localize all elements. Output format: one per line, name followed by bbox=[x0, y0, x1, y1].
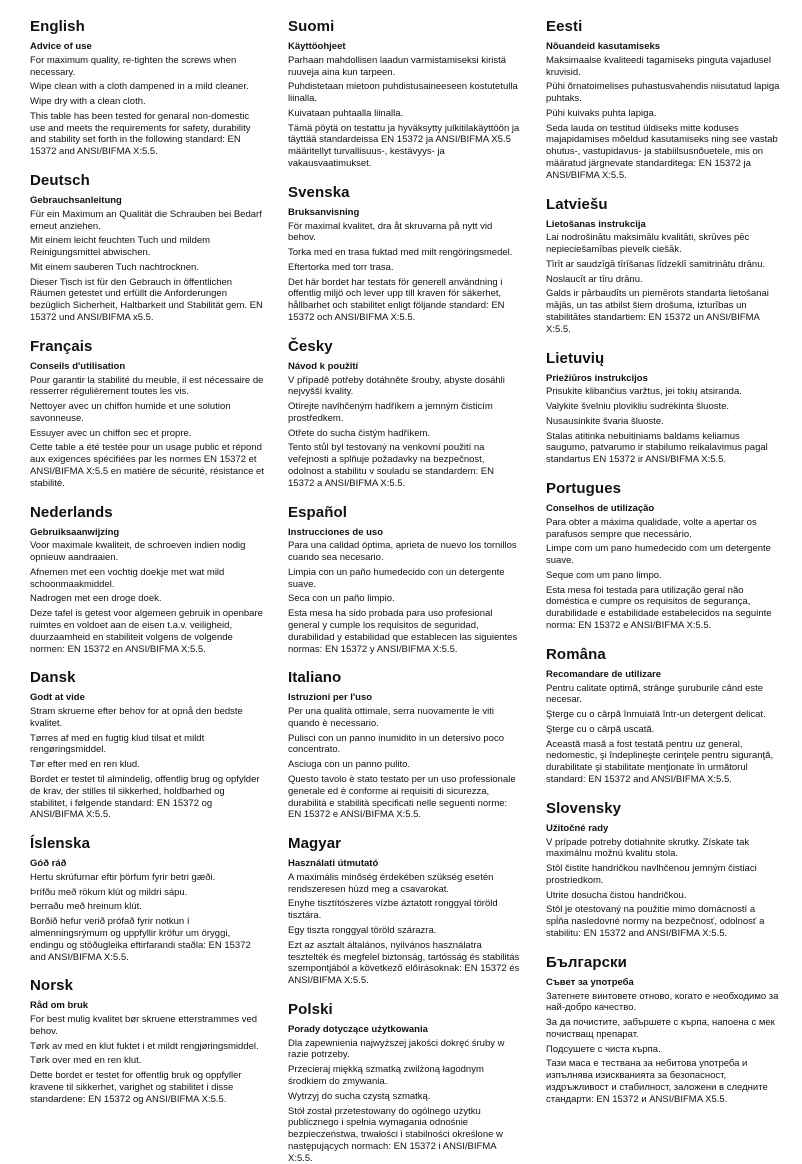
instruction-paragraph: Pühi kuivaks puhta lapiga. bbox=[546, 107, 657, 119]
instruction-paragraph: Questo tavolo è stato testato per un uso professionale generale ed è conforme ai requisiti di sicurezza, durabilità e stabilità specificati nelle seguenti norme: EN 15372 e ANSI/BIFMA X:5.5. bbox=[288, 774, 516, 821]
instruction-paragraph: Galds ir pārbaudīts un piemērots standarta lietošanai mājās, un tas atbilst šiem drošuma, izturības un stabilitātes standartiem: EN 15372 un ANSI/BIFMA X:5.5. bbox=[546, 288, 769, 335]
language-section-eesti bbox=[546, 18, 780, 182]
instruction-paragraph: Eftertorka med torr trasa. bbox=[288, 261, 394, 273]
instruction-paragraph: För maximal kvalitet, dra åt skruvarna på nytt vid behov. bbox=[288, 220, 493, 244]
language-title: Norsk bbox=[30, 977, 74, 995]
language-title: Deutsch bbox=[30, 172, 90, 189]
language-section-deutsch bbox=[30, 172, 264, 324]
usage-heading: Bruksanvisning bbox=[288, 206, 360, 218]
language-title: Italiano bbox=[288, 669, 342, 687]
instruction-paragraph: Tämä pöytä on testattu ja hyväksytty julkitilakäyttöön ja täyttää standardeissa EN 15372 ja ANSI/BIFMA X5.5 määritellyt turvallisuus-, kestävyys- ja vakausvaatimukset. bbox=[288, 122, 520, 169]
language-section-english bbox=[30, 18, 264, 158]
language-section-fran-ais bbox=[30, 338, 264, 490]
language-title: Español bbox=[288, 503, 348, 521]
language-title: Česky bbox=[288, 337, 333, 355]
instruction-paragraph: Pulisci con un panno inumidito in un detersivo poco concentrato. bbox=[288, 732, 504, 756]
instruction-paragraph: Tør efter med en ren klud. bbox=[30, 759, 140, 771]
language-section-slenska bbox=[30, 835, 264, 963]
instruction-paragraph: Wytrzyj do sucha czystą szmatką. bbox=[288, 1090, 431, 1102]
language-title: Româna bbox=[546, 645, 606, 663]
instruction-paragraph: Wipe clean with a cloth dampened in a mild cleaner. bbox=[30, 81, 249, 93]
instruction-paragraph: Ezt az asztalt általános, nyilvános használatra tesztelték és megfelel biztonság, tartósság és stabilitás szempontjából a következő előírásoknak: EN 15372 és ANSI/BIFMA X:5.5. bbox=[288, 939, 520, 987]
column-2 bbox=[288, 18, 522, 1164]
instruction-paragraph: Tīrīt ar saudzīgā tīrīšanas līdzeklī samitrinātu drānu. bbox=[546, 258, 766, 270]
language-section-lietuvi bbox=[546, 350, 780, 466]
usage-heading: Užitočné rady bbox=[546, 822, 609, 834]
instruction-paragraph: Stół został przetestowany do ogólnego użytku publicznego i spełnia wymagania odnośnie bezpieczeństwa, trwałości i stabilności określone w następujących normach: EN 15372 i ANSI/BIFMA X:5.5. bbox=[288, 1105, 503, 1164]
instruction-paragraph: Тази маса е тествана за небитова употреба и изпълнява изискванията за безопасност, издръжливост и стабилност, заложени в следните стандарти: EN 15372 и ANSI/BIFMA X5.5. bbox=[546, 1058, 768, 1105]
instruction-paragraph: Tento stůl byl testovaný na venkovní použití na veřejnosti a splňuje požadavky na bezpečnost, odolnost a stabilitu v souladu se standardem: EN 15372 a ANSI/BIFMA X:5.5. bbox=[288, 442, 494, 489]
instruction-paragraph: Bordet er testet til almindelig, offentlig brug og opfylder de krav, der stilles til sikkerhed, holdbarhed og stabilitet, i følgende standard: EN 15372 og ANSI/BIFMA X:5.5. bbox=[30, 774, 260, 821]
language-title: English bbox=[30, 18, 85, 35]
usage-heading: Istruzioni per l'uso bbox=[288, 692, 373, 704]
instruction-paragraph: For best mulig kvalitet bør skruene etterstrammes ved behov. bbox=[30, 1014, 258, 1037]
instruction-paragraph: Pühi õrnatoimelises puhastusvahendis niisutatud lapiga puhtaks. bbox=[546, 81, 780, 105]
instruction-paragraph: Maksimaalse kvaliteedi tagamiseks pinguta vajadusel kruvisid. bbox=[546, 54, 771, 78]
usage-heading: Recomandare de utilizare bbox=[546, 668, 662, 680]
instruction-paragraph: Limpe com um pano humedecido com um detergente suave. bbox=[546, 543, 771, 567]
language-section-espa-ol bbox=[288, 504, 522, 656]
instruction-paragraph: Dla zapewnienia najwyższej jakości dokręć śruby w razie potrzeby. bbox=[288, 1037, 505, 1061]
usage-heading: Gebrauchsanleitung bbox=[30, 195, 122, 206]
language-section-polski bbox=[288, 1001, 522, 1164]
language-title: Latviešu bbox=[546, 195, 608, 213]
instruction-paragraph: Nettoyer avec un chiffon humide et une solution savonneuse. bbox=[30, 401, 231, 424]
usage-heading: Lietošanas instrukcija bbox=[546, 218, 646, 230]
language-section-nederlands bbox=[30, 504, 264, 656]
instruction-paragraph: Şterge cu o cârpă înmuiată într-un detergent delicat. bbox=[546, 709, 766, 721]
language-title: Lietuvių bbox=[546, 349, 605, 367]
instruction-paragraph: Þerraðu með hreinum klút. bbox=[30, 901, 142, 913]
language-section-suomi bbox=[288, 18, 522, 170]
instruction-paragraph: Puhdistetaan mietoon puhdistusaineeseen kostutetulla liinalla. bbox=[288, 81, 518, 105]
language-title: Suomi bbox=[288, 18, 335, 35]
instruction-paragraph: Seca con un paño limpio. bbox=[288, 593, 395, 605]
instruction-paragraph: Stôl je otestovaný na použitie mimo domácností a spĺňa nasledovné normy na bezpečnosť, odolnosť a stabilitu: EN 15372 and ANSI/BIFMA X:5.5. bbox=[546, 904, 765, 939]
instruction-paragraph: Kuivataan puhtaalla liinalla. bbox=[288, 107, 404, 119]
instruction-paragraph: Tørk av med en klut fuktet i et mildt rengjøringsmiddel. bbox=[30, 1040, 259, 1052]
instruction-paragraph: Borðið hefur verið prófað fyrir notkun í almenningsrýmum og uppfyllir kröfur um öryggi, endingu og stöðugleika eftirfarandi staðla: EN 15372 and ANSI/BIFMA X:5.5. bbox=[30, 916, 251, 963]
language-title: Portugues bbox=[546, 480, 622, 497]
instruction-paragraph: Nadrogen met een droge doek. bbox=[30, 593, 162, 605]
language-section-rom-na bbox=[546, 646, 780, 786]
language-section-norsk bbox=[30, 977, 264, 1105]
instruction-paragraph: За да почистите, забършете с кърпа, напоена с мек почистващ препарат. bbox=[546, 1017, 775, 1040]
instruction-paragraph: A maximális minőség érdekében szükség esetén rendszeresen húzd meg a csavarokat. bbox=[288, 871, 494, 895]
language-title: Eesti bbox=[546, 18, 583, 35]
instruction-paragraph: Otřete do sucha čistým hadříkem. bbox=[288, 427, 431, 439]
instruction-paragraph: Dieser Tisch ist für den Gebrauch in öffentlichen Räumen getestet und erfüllt die Anforderungen bezüglich Sicherheit, Haltbarkeit und Stabilität gem. EN 15372 und ANSI/BIFMA x5.5. bbox=[30, 276, 263, 323]
usage-heading: Porady dotyczące użytkowania bbox=[288, 1023, 428, 1035]
language-section-2-6 bbox=[546, 954, 780, 1106]
instruction-paragraph: Mit einem leicht feuchten Tuch und mildem Reinigungsmittel abwischen. bbox=[30, 235, 211, 259]
instruction-paragraph: Prisukite klibančius varžtus, jei tokių atsiranda. bbox=[546, 386, 742, 398]
instruction-paragraph: Nusausinkite švaria šluoste. bbox=[546, 415, 664, 427]
language-title: Slovensky bbox=[546, 799, 622, 817]
instruction-paragraph: Torka med en trasa fuktad med milt rengöringsmedel. bbox=[288, 247, 513, 259]
instruction-paragraph: For maximum quality, re-tighten the screws when necessary. bbox=[30, 54, 237, 78]
instruction-paragraph: Otírejte navlhčeným hadříkem a jemným čisticím prostředkem. bbox=[288, 401, 493, 424]
instruction-paragraph: Þrífðu með rökum klút og mildri sápu. bbox=[30, 886, 188, 898]
usage-heading: Conseils d'utilisation bbox=[30, 360, 126, 372]
usage-heading: Råd om bruk bbox=[30, 1000, 89, 1012]
instruction-paragraph: Det här bordet har testats för generell användning i offentlig miljö och lever upp till kraven för säkerhet, hållbarhet och stabilitet enligt följande standard: EN 15372 och ANSI/BIFMA X:5.5. bbox=[288, 276, 505, 323]
instruction-paragraph: Pentru calitate optimă, strânge şuruburile când este necesar. bbox=[546, 682, 764, 706]
language-section-esky bbox=[288, 338, 522, 490]
language-title: Nederlands bbox=[30, 503, 113, 521]
language-section-italiano bbox=[288, 669, 522, 821]
instruction-paragraph: Stôl čistite handričkou navlhčenou jemným čistiaci prostriedkom. bbox=[546, 863, 757, 886]
instruction-paragraph: Para una calidad óptima, aprieta de nuevo los tornillos cuando sea necesario. bbox=[288, 540, 517, 564]
instruction-paragraph: Această masă a fost testată pentru uz general, nedomestic, şi îndeplineşte cerinţele pentru siguranţă, durabilitate şi stabilitate menţionate în următorul standard: EN 15372 and ANSI/BIFMA X:5.5. bbox=[546, 738, 774, 785]
language-section-dansk bbox=[30, 669, 264, 821]
usage-heading: Conselhos de utilização bbox=[546, 503, 655, 514]
instruction-paragraph: Enyhe tisztítószeres vízbe áztatott ronggyal töröld tisztára. bbox=[288, 898, 498, 922]
column-3 bbox=[546, 18, 780, 1124]
instruction-paragraph: Egy tiszta ronggyal töröld szárazra. bbox=[288, 925, 437, 936]
usage-heading: Съвет за употреба bbox=[546, 976, 634, 988]
instruction-paragraph: Parhaan mahdollisen laadun varmistamiseksi kiristä ruuveja aina kun tarpeen. bbox=[288, 54, 507, 78]
usage-heading: Góð ráð bbox=[30, 858, 67, 870]
language-title: Íslenska bbox=[30, 835, 91, 853]
language-section-svenska bbox=[288, 184, 522, 324]
instruction-paragraph: Tørres af med en fugtig klud tilsat et mildt rengøringsmiddel. bbox=[30, 732, 205, 756]
column-1 bbox=[30, 18, 264, 1124]
instruction-paragraph: Dette bordet er testet for offentlig bruk og oppfyller kravene til sikkerhet, varighet og stabilitet i disse standardene: EN 15372 og ANSI/BIFMA X:5.5. bbox=[30, 1070, 242, 1105]
instruction-paragraph: Wipe dry with a clean cloth. bbox=[30, 96, 146, 108]
instruction-paragraph: Przecieraj miękką szmatką zwilżoną łagodnym środkiem do zmywania. bbox=[288, 1064, 484, 1087]
instruction-paragraph: Noslaucīt ar tīru drānu. bbox=[546, 273, 643, 285]
instruction-paragraph: Затегнете винтовете отново, когато е необходимо за най-добро качество. bbox=[546, 990, 779, 1014]
instruction-paragraph: Esta mesa ha sido probada para uso profesional general y cumple los requisitos de seguridad, durabilidad y estabilidad que establecen las siguientes normas: EN 15372 y ANSI/BIFMA X:5.5. bbox=[288, 608, 518, 655]
instruction-paragraph: Voor maximale kwaliteit, de schroeven indien nodig opnieuw aandraaien. bbox=[30, 540, 246, 564]
instruction-paragraph: Seda lauda on testitud üldiseks mitte koduses majapidamises mõeldud kasutamiseks ning see vastab ohutus-, vastupidavus- ja stabiilsusnõuetele, mis on määratud järgnevate standarditega: EN 15372 ja ANSI/BIFMA X:5.5. bbox=[546, 122, 778, 181]
language-title: Polski bbox=[288, 1000, 333, 1018]
instruction-paragraph: Limpia con un paño humedecido con un detergente suave. bbox=[288, 566, 505, 590]
instruction-paragraph: This table has been tested for genaral non-domestic use and meets the requirements for safety, durability and stability set forth in the following standard: EN 15372 and ANSI/BIFMA X:5.5. bbox=[30, 110, 251, 158]
language-title: Français bbox=[30, 337, 93, 355]
usage-heading: Advice of use bbox=[30, 41, 92, 52]
instruction-paragraph: Şterge cu o cârpă uscată. bbox=[546, 723, 655, 735]
instruction-paragraph: V prípade potreby dotiahnite skrutky. Získate tak maximálnu možnú kvalitu stola. bbox=[546, 836, 750, 860]
language-section-portugues bbox=[546, 480, 780, 632]
instruction-paragraph: Utrite dosucha čistou handričkou. bbox=[546, 889, 687, 901]
language-title: Dansk bbox=[30, 669, 76, 687]
instruction-paragraph: Essuyer avec un chiffon sec et propre. bbox=[30, 427, 192, 439]
usage-heading: Návod k použití bbox=[288, 360, 359, 372]
instruction-paragraph: Hertu skrúfurnar eftir þörfum fyrir betri gæði. bbox=[30, 871, 216, 883]
instruction-paragraph: Stalas atitinka nebuitiniams baldams keliamus saugumo, patvarumo ir stabilumo reikalavimus pagal standartus EN 15372 ir ANSI/BIFMA X:5.5. bbox=[546, 430, 768, 466]
language-title: Български bbox=[546, 953, 627, 971]
instruction-paragraph: Подсушете с чиста кърпа. bbox=[546, 1043, 661, 1055]
instruction-paragraph: Valykite švelniu plovikliu sudrėkinta šluoste. bbox=[546, 401, 730, 413]
language-section-magyar bbox=[288, 835, 522, 987]
instruction-paragraph: Tørk over med en ren klut. bbox=[30, 1055, 142, 1067]
language-title: Magyar bbox=[288, 835, 342, 853]
usage-heading: Használati útmutató bbox=[288, 858, 379, 870]
usage-heading: Gebruiksaanwijzing bbox=[30, 526, 120, 538]
usage-heading: Godt at vide bbox=[30, 692, 85, 704]
instruction-paragraph: Per una qualità ottimale, serra nuovamente le viti quando è necessario. bbox=[288, 706, 494, 729]
language-title: Svenska bbox=[288, 183, 350, 201]
instruction-paragraph: Seque com um pano limpo. bbox=[546, 569, 662, 581]
instruction-paragraph: Stram skruerne efter behov for at opnå den bedste kvalitet. bbox=[30, 706, 243, 729]
usage-heading: Priežiūros instrukcijos bbox=[546, 372, 648, 384]
instruction-paragraph: Esta mesa foi testada para utilização geral não doméstica e cumpre os requisitos de segurança, durabilidade e estabilidade estabelecidos na seguinte norma: EN 15372 e ANSI/BIFMA X:5.5. bbox=[546, 584, 772, 631]
instruction-paragraph: Cette table a été testée pour un usage public et répond aux exigences spécifiées par les normes EN 15372 et ANSI/BIFMA X:5.5 en matière de sécurité, résistance et stabilité. bbox=[30, 442, 264, 489]
instruction-paragraph: Lai nodrošinātu maksimālu kvalitāti, skrūves pēc nepieciešamības pievelk ciešāk. bbox=[546, 232, 750, 256]
language-section-slovensky bbox=[546, 800, 780, 940]
instruction-paragraph: Pour garantir la stabilité du meuble, il est nécessaire de resserrer régulièrement toutes les vis. bbox=[30, 374, 264, 398]
usage-heading: Käyttöohjeet bbox=[288, 41, 346, 52]
usage-heading: Instrucciones de uso bbox=[288, 526, 384, 538]
language-section-latvie-u bbox=[546, 196, 780, 336]
instruction-paragraph: Asciuga con un panno pulito. bbox=[288, 759, 411, 771]
instruction-paragraph: Afnemen met een vochtig doekje met wat mild schoonmaakmiddel. bbox=[30, 566, 225, 590]
usage-heading: Nõuandeid kasutamiseks bbox=[546, 41, 661, 52]
instruction-paragraph: Para obter a máxima qualidade, volte a apertar os parafusos sempre que necessário. bbox=[546, 516, 757, 540]
instruction-paragraph: Deze tafel is getest voor algemeen gebruik in openbare ruimtes en voldoet aan de eisen t.a.v. veiligheid, duurzaamheid en stabiliteit volgens de volgende normen: EN 15372 en ANSI/BIFMA X:5.5. bbox=[30, 608, 263, 655]
instruction-paragraph: Mit einem sauberen Tuch nachtrocknen. bbox=[30, 261, 199, 273]
instruction-paragraph: Für ein Maximum an Qualität die Schrauben bei Bedarf erneut anziehen. bbox=[30, 208, 262, 232]
instruction-paragraph: V případě potřeby dotáhněte šrouby, abyste dosáhli nejvyšší kvality. bbox=[288, 374, 505, 398]
